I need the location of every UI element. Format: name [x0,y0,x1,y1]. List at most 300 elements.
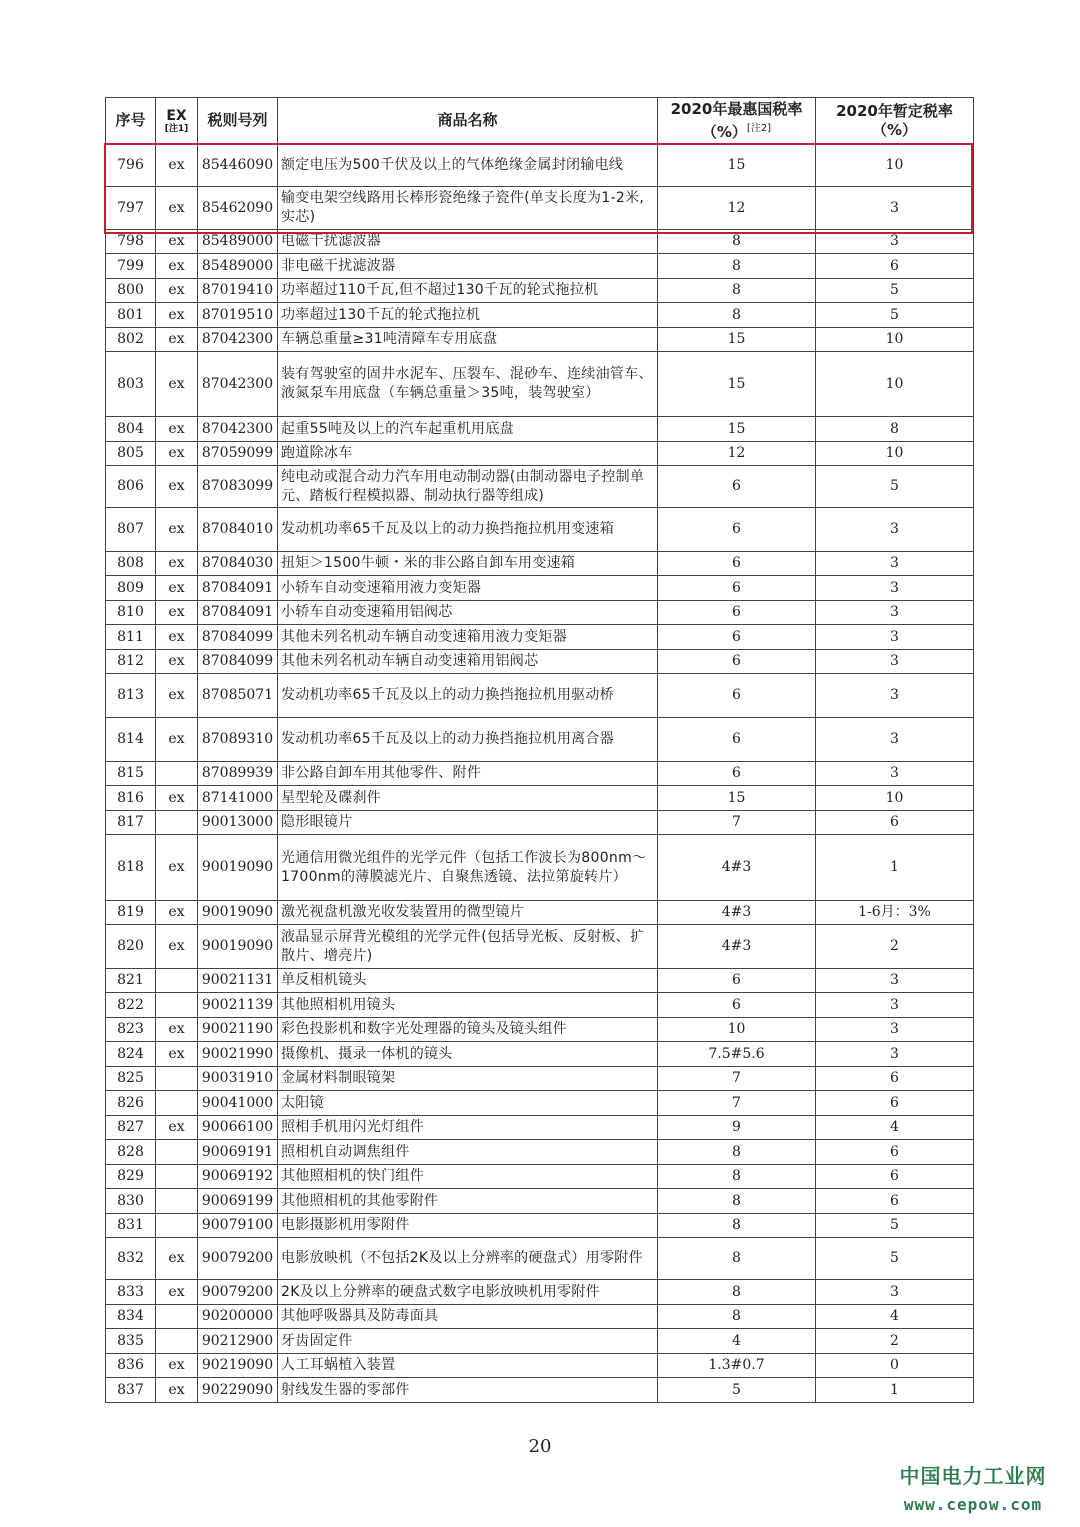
cell-seq: 816 [106,786,156,811]
cell-temp: 10 [816,786,974,811]
cell-temp: 3 [816,1018,974,1042]
table-row [106,1280,974,1305]
cell-ex: ex [156,718,198,762]
cell-mfn: 8 [658,303,816,328]
cell-temp: 3 [816,576,974,601]
header-ex [156,98,198,144]
table-row [106,552,974,576]
cell-code: 90019090 [198,901,278,925]
cell-ex: ex [156,576,198,601]
cell-mfn: 1.3#0.7 [658,1354,816,1378]
header-temp-label: 2020年暂定税率 [836,101,953,120]
cell-mfn: 8 [658,1305,816,1329]
cell-seq: 825 [106,1067,156,1091]
cell-mfn: 6 [658,762,816,786]
cell-seq: 807 [106,508,156,552]
cell-seq: 821 [106,969,156,993]
cell-ex [156,969,198,993]
cell-ex: ex [156,466,198,508]
table-row [106,1091,974,1116]
cell-ex: ex [156,279,198,303]
table-row [106,601,974,625]
cell-code: 87084030 [198,552,278,576]
cell-code: 90212900 [198,1329,278,1354]
cell-code: 87019510 [198,303,278,328]
cell-ex: ex [156,352,198,417]
cell-seq: 832 [106,1238,156,1280]
cell-code: 90021190 [198,1018,278,1042]
header-mfn [658,98,816,144]
cell-mfn: 4#3 [658,925,816,969]
cell-name: 星型轮及碟刹件 [278,786,658,811]
cell-seq: 798 [106,230,156,254]
cell-ex [156,762,198,786]
cell-name: 纯电动或混合动力汽车用电动制动器(由制动器电子控制单元、踏板行程模拟器、制动执行器等组成) [278,466,658,508]
header-seq: 序号 [106,98,156,144]
table-row [106,1116,974,1140]
page-number: 20 [528,1436,552,1457]
cell-seq: 802 [106,328,156,352]
cell-temp: 2 [816,925,974,969]
cell-temp: 10 [816,144,974,187]
cell-seq: 823 [106,1018,156,1042]
cell-mfn: 15 [658,328,816,352]
cell-seq: 829 [106,1165,156,1189]
cell-code: 87084091 [198,601,278,625]
cell-name: 小轿车自动变速箱用铝阀芯 [278,601,658,625]
cell-temp: 3 [816,650,974,674]
cell-ex [156,1189,198,1214]
table-row [106,576,974,601]
table-row [106,508,974,552]
cell-ex: ex [156,328,198,352]
cell-ex: ex [156,254,198,279]
cell-mfn: 6 [658,601,816,625]
cell-code: 90079200 [198,1238,278,1280]
cell-ex [156,1165,198,1189]
cell-name: 隐形眼镜片 [278,811,658,835]
cell-name: 液晶显示屏背光模组的光学元件(包括导光板、反射板、扩散片、增亮片) [278,925,658,969]
cell-temp: 3 [816,1280,974,1305]
cell-name: 照相手机用闪光灯组件 [278,1116,658,1140]
cell-mfn: 15 [658,352,816,417]
cell-temp: 6 [816,1140,974,1165]
cell-seq: 806 [106,466,156,508]
cell-temp: 6 [816,1189,974,1214]
table-row [106,144,974,187]
cell-mfn: 4#3 [658,835,816,901]
header-mfn-unit: （%） [701,122,747,141]
cell-ex [156,1067,198,1091]
cell-code: 90021990 [198,1042,278,1067]
cell-name: 功率超过130千瓦的轮式拖拉机 [278,303,658,328]
cell-seq: 833 [106,1280,156,1305]
cell-name: 彩色投影机和数字光处理器的镜头及镜头组件 [278,1018,658,1042]
cell-temp: 3 [816,508,974,552]
cell-seq: 830 [106,1189,156,1214]
cell-name: 摄像机、摄录一体机的镜头 [278,1042,658,1067]
cell-name: 其他照相机的其他零附件 [278,1189,658,1214]
cell-code: 90069191 [198,1140,278,1165]
cell-name: 装有驾驶室的固井水泥车、压裂车、混砂车、连续油管车、液氮泵车用底盘（车辆总重量＞35吨，装驾驶室） [278,352,658,417]
tariff-table [105,97,974,1403]
cell-temp: 5 [816,303,974,328]
cell-seq: 809 [106,576,156,601]
cell-temp: 1-6月：3% [816,901,974,925]
cell-name: 激光视盘机激光收发装置用的微型镜片 [278,901,658,925]
table-row [106,625,974,650]
cell-temp: 10 [816,328,974,352]
table-row [106,925,974,969]
cell-seq: 810 [106,601,156,625]
cell-seq: 820 [106,925,156,969]
cell-temp: 1 [816,1378,974,1403]
cell-temp: 3 [816,230,974,254]
cell-temp: 3 [816,552,974,576]
cell-mfn: 8 [658,1165,816,1189]
table-row [106,466,974,508]
cell-temp: 4 [816,1305,974,1329]
table-row [106,1354,974,1378]
cell-mfn: 8 [658,279,816,303]
cell-mfn: 15 [658,786,816,811]
cell-mfn: 7 [658,1091,816,1116]
cell-seq: 835 [106,1329,156,1354]
cell-seq: 837 [106,1378,156,1403]
cell-ex: ex [156,1280,198,1305]
cell-ex: ex [156,442,198,466]
cell-mfn: 12 [658,442,816,466]
cell-seq: 801 [106,303,156,328]
cell-seq: 803 [106,352,156,417]
cell-temp: 6 [816,254,974,279]
table-row [106,1329,974,1354]
cell-code: 87083099 [198,466,278,508]
cell-code: 87042300 [198,352,278,417]
cell-ex: ex [156,1116,198,1140]
table-row [106,993,974,1018]
cell-ex: ex [156,625,198,650]
cell-seq: 814 [106,718,156,762]
cell-ex: ex [156,901,198,925]
cell-name: 非公路自卸车用其他零件、附件 [278,762,658,786]
cell-code: 90069199 [198,1189,278,1214]
table-row [106,762,974,786]
table-row [106,442,974,466]
cell-name: 光通信用微光组件的光学元件（包括工作波长为800nm～1700nm的薄膜滤光片、自聚焦透镜、法拉第旋转片） [278,835,658,901]
cell-name: 小轿车自动变速箱用液力变矩器 [278,576,658,601]
header-temp-unit: （%） [871,120,918,139]
cell-temp: 3 [816,1042,974,1067]
header-ex-note: [注1] [164,123,189,134]
watermark [888,1460,1058,1514]
cell-seq: 822 [106,993,156,1018]
cell-mfn: 8 [658,1214,816,1238]
table-row [106,1165,974,1189]
table-row [106,901,974,925]
cell-name: 额定电压为500千伏及以上的气体绝缘金属封闭输电线 [278,144,658,187]
cell-ex [156,1140,198,1165]
cell-ex: ex [156,1354,198,1378]
cell-mfn: 6 [658,466,816,508]
cell-seq: 805 [106,442,156,466]
cell-seq: 831 [106,1214,156,1238]
cell-ex [156,1214,198,1238]
cell-code: 90031910 [198,1067,278,1091]
cell-seq: 815 [106,762,156,786]
table-row [106,352,974,417]
cell-name: 跑道除冰车 [278,442,658,466]
table-row [106,1214,974,1238]
cell-name: 其他未列名机动车辆自动变速箱用液力变矩器 [278,625,658,650]
cell-ex: ex [156,417,198,442]
cell-seq: 818 [106,835,156,901]
cell-code: 87141000 [198,786,278,811]
cell-name: 发动机功率65千瓦及以上的动力换挡拖拉机用离合器 [278,718,658,762]
cell-name: 射线发生器的零部件 [278,1378,658,1403]
cell-seq: 836 [106,1354,156,1378]
cell-ex: ex [156,1378,198,1403]
cell-temp: 3 [816,762,974,786]
cell-ex: ex [156,674,198,718]
cell-code: 90229090 [198,1378,278,1403]
table-header-row [106,98,974,144]
cell-name: 发动机功率65千瓦及以上的动力换挡拖拉机用驱动桥 [278,674,658,718]
cell-seq: 819 [106,901,156,925]
cell-temp: 6 [816,1165,974,1189]
cell-temp: 10 [816,442,974,466]
cell-code: 90066100 [198,1116,278,1140]
cell-seq: 808 [106,552,156,576]
cell-code: 90019090 [198,925,278,969]
cell-ex: ex [156,601,198,625]
cell-name: 牙齿固定件 [278,1329,658,1354]
cell-name: 金属材料制眼镜架 [278,1067,658,1091]
cell-mfn: 7.5#5.6 [658,1042,816,1067]
cell-name: 功率超过110千瓦,但不超过130千瓦的轮式拖拉机 [278,279,658,303]
cell-temp: 3 [816,718,974,762]
cell-temp: 3 [816,969,974,993]
cell-mfn: 8 [658,1189,816,1214]
cell-ex: ex [156,552,198,576]
cell-name: 电影摄影机用零附件 [278,1214,658,1238]
cell-seq: 817 [106,811,156,835]
watermark-title: 中国电力工业网 [899,1464,1047,1488]
cell-mfn: 9 [658,1116,816,1140]
table-row [106,417,974,442]
cell-code: 90079100 [198,1214,278,1238]
table-row [106,187,974,230]
table-row [106,230,974,254]
cell-name: 其他呼吸器具及防毒面具 [278,1305,658,1329]
header-ex-label: EX [166,107,187,124]
cell-ex: ex [156,303,198,328]
cell-mfn: 15 [658,417,816,442]
cell-code: 90021131 [198,969,278,993]
cell-ex: ex [156,650,198,674]
table-row [106,1378,974,1403]
cell-code: 87084099 [198,625,278,650]
cell-code: 87084010 [198,508,278,552]
cell-ex [156,811,198,835]
cell-seq: 827 [106,1116,156,1140]
cell-code: 85489000 [198,254,278,279]
cell-temp: 3 [816,601,974,625]
cell-name: 照相机自动调焦组件 [278,1140,658,1165]
cell-name: 电影放映机（不包括2K及以上分辨率的硬盘式）用零附件 [278,1238,658,1280]
cell-temp: 3 [816,674,974,718]
cell-temp: 3 [816,993,974,1018]
cell-temp: 6 [816,811,974,835]
cell-temp: 10 [816,352,974,417]
cell-code: 90200000 [198,1305,278,1329]
table-row [106,650,974,674]
cell-ex: ex [156,508,198,552]
table-row [106,254,974,279]
cell-name: 单反相机镜头 [278,969,658,993]
cell-name: 太阳镜 [278,1091,658,1116]
cell-ex: ex [156,835,198,901]
cell-seq: 824 [106,1042,156,1067]
table-row [106,969,974,993]
cell-name: 2K及以上分辨率的硬盘式数字电影放映机用零附件 [278,1280,658,1305]
cell-seq: 826 [106,1091,156,1116]
cell-ex: ex [156,1018,198,1042]
cell-name: 输变电架空线路用长棒形瓷绝缘子瓷件(单支长度为1-2米,实芯) [278,187,658,230]
cell-seq: 812 [106,650,156,674]
cell-name: 电磁干扰滤波器 [278,230,658,254]
cell-temp: 0 [816,1354,974,1378]
cell-ex: ex [156,925,198,969]
cell-temp: 1 [816,835,974,901]
cell-name: 起重55吨及以上的汽车起重机用底盘 [278,417,658,442]
cell-mfn: 6 [658,508,816,552]
cell-ex: ex [156,786,198,811]
cell-mfn: 6 [658,552,816,576]
cell-code: 85489000 [198,230,278,254]
cell-code: 87085071 [198,674,278,718]
cell-ex: ex [156,230,198,254]
table-row [106,1238,974,1280]
cell-temp: 5 [816,466,974,508]
cell-name: 其他照相机的快门组件 [278,1165,658,1189]
cell-ex [156,1091,198,1116]
header-mfn-label: 2020年最惠国税率 [670,99,803,118]
cell-code: 90019090 [198,835,278,901]
cell-mfn: 5 [658,1378,816,1403]
cell-temp: 5 [816,1214,974,1238]
cell-name: 发动机功率65千瓦及以上的动力换挡拖拉机用变速箱 [278,508,658,552]
cell-code: 90021139 [198,993,278,1018]
table-row [106,1140,974,1165]
table-row [106,1067,974,1091]
cell-mfn: 8 [658,1140,816,1165]
cell-name: 非电磁干扰滤波器 [278,254,658,279]
cell-code: 87019410 [198,279,278,303]
table-row [106,786,974,811]
header-temp [816,98,974,144]
cell-mfn: 6 [658,969,816,993]
cell-code: 87089310 [198,718,278,762]
cell-mfn: 4#3 [658,901,816,925]
cell-temp: 2 [816,1329,974,1354]
table-row [106,328,974,352]
cell-mfn: 12 [658,187,816,230]
table-row [106,1018,974,1042]
cell-temp: 5 [816,1238,974,1280]
cell-code: 90013000 [198,811,278,835]
cell-code: 87089939 [198,762,278,786]
cell-name: 其他未列名机动车辆自动变速箱用铝阀芯 [278,650,658,674]
cell-temp: 5 [816,279,974,303]
table-row [106,1042,974,1067]
cell-name: 扭矩＞1500牛顿・米的非公路自卸车用变速箱 [278,552,658,576]
cell-seq: 813 [106,674,156,718]
cell-mfn: 8 [658,1280,816,1305]
cell-seq: 834 [106,1305,156,1329]
cell-ex: ex [156,1238,198,1280]
cell-mfn: 7 [658,811,816,835]
cell-temp: 8 [816,417,974,442]
cell-ex [156,1329,198,1354]
table-row [106,303,974,328]
cell-code: 90069192 [198,1165,278,1189]
header-code: 税则号列 [198,98,278,144]
cell-mfn: 6 [658,718,816,762]
cell-temp: 6 [816,1067,974,1091]
cell-mfn: 6 [658,576,816,601]
cell-code: 85446090 [198,144,278,187]
table-row [106,811,974,835]
table-row [106,1305,974,1329]
cell-mfn: 8 [658,1238,816,1280]
table-row [106,1189,974,1214]
cell-mfn: 4 [658,1329,816,1354]
cell-ex: ex [156,144,198,187]
cell-temp: 4 [816,1116,974,1140]
cell-mfn: 8 [658,254,816,279]
header-mfn-note: [注2] [746,122,772,134]
cell-seq: 800 [106,279,156,303]
cell-temp: 3 [816,187,974,230]
cell-mfn: 15 [658,144,816,187]
cell-code: 90079200 [198,1280,278,1305]
cell-name: 人工耳蜗植入装置 [278,1354,658,1378]
cell-mfn: 10 [658,1018,816,1042]
cell-ex: ex [156,1042,198,1067]
cell-seq: 811 [106,625,156,650]
cell-code: 90041000 [198,1091,278,1116]
table-row [106,674,974,718]
cell-mfn: 6 [658,625,816,650]
cell-code: 87042300 [198,417,278,442]
cell-mfn: 6 [658,650,816,674]
table-row [106,279,974,303]
cell-name: 车辆总重量≥31吨清障车专用底盘 [278,328,658,352]
cell-mfn: 6 [658,993,816,1018]
watermark-url: www.cepow.com [903,1495,1043,1514]
cell-temp: 3 [816,625,974,650]
cell-mfn: 6 [658,674,816,718]
cell-name: 其他照相机用镜头 [278,993,658,1018]
cell-seq: 797 [106,187,156,230]
cell-seq: 796 [106,144,156,187]
cell-ex [156,993,198,1018]
cell-ex [156,1305,198,1329]
cell-seq: 799 [106,254,156,279]
cell-temp: 6 [816,1091,974,1116]
cell-code: 85462090 [198,187,278,230]
